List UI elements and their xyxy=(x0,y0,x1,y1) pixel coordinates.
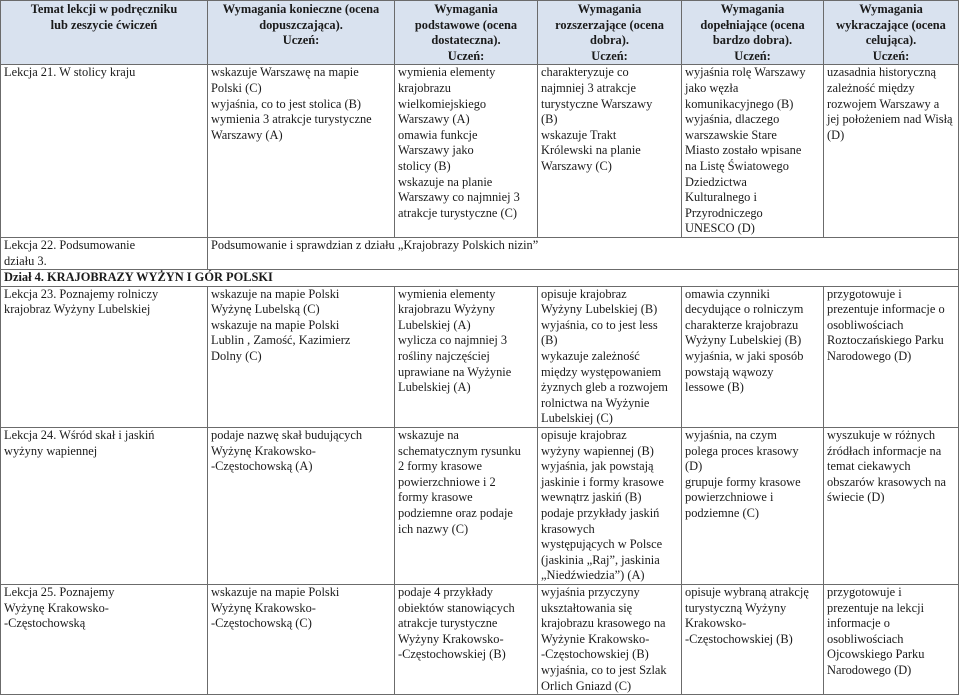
table-row xyxy=(1,237,959,269)
lesson-topic: Lekcja 25. Poznajemy Wyżynę Krakowsko- -Częstochowską xyxy=(1,584,208,694)
requirement-cell: wyjaśnia rolę Warszawy jako węzła komunikacyjnego (B) wyjaśnia, dlaczego warszawskie Stare Miasto zostało wpisane na Listę Światowego Dziedzictwa Kulturalnego i Przyrodniczego UNESCO (D) xyxy=(682,65,824,238)
requirement-cell: wymienia elementy krajobrazu wielkomiejskiego Warszawy (A) omawia funkcje Warszawy jako stolicy (B) wskazuje na planie Warszawy co najmniej 3 atrakcje turystyczne (C) xyxy=(395,65,538,238)
header-topic: Temat lekcji w podręczniku lub zeszycie ćwiczeń xyxy=(1,1,208,65)
lesson-topic: Lekcja 23. Poznajemy rolniczy krajobraz Wyżyny Lubelskiej xyxy=(1,286,208,427)
requirement-cell: przygotowuje i prezentuje na lekcji informacje o osobliwościach Ojcowskiego Parku Narodowego (D) xyxy=(824,584,959,694)
requirement-cell: omawia czynniki decydujące o rolniczym charakterze krajobrazu Wyżyny Lubelskiej (B) wyjaśnia, w jaki sposób powstają wąwozy lessowe (B) xyxy=(682,286,824,427)
lesson-topic: Lekcja 24. Wśród skał i jaskiń wyżyny wapiennej xyxy=(1,428,208,585)
requirement-cell: wskazuje na mapie Polski Wyżynę Krakowsko- -Częstochowską (C) xyxy=(208,584,395,694)
requirement-cell: przygotowuje i prezentuje informacje o osobliwościach Roztoczańskiego Parku Narodowego (D) xyxy=(824,286,959,427)
requirement-cell: opisuje wybraną atrakcję turystyczną Wyżyny Krakowsko- -Częstochowskiej (B) xyxy=(682,584,824,694)
requirement-cell: wyjaśnia, na czym polega proces krasowy (D) grupuje formy krasowe powierzchniowe i podziemne (C) xyxy=(682,428,824,585)
lesson-topic: Lekcja 21. W stolicy kraju xyxy=(1,65,208,238)
table-row xyxy=(1,65,959,238)
requirement-cell: podaje 4 przykłady obiektów stanowiących atrakcje turystyczne Wyżyny Krakowsko- -Częstochowskiej (B) xyxy=(395,584,538,694)
header-basic: Wymagania podstawowe (ocena dostateczna). Uczeń: xyxy=(395,1,538,65)
header-extended: Wymagania rozszerzające (ocena dobra). Uczeń: xyxy=(538,1,682,65)
lesson-topic: Lekcja 22. Podsumowanie działu 3. xyxy=(1,237,208,269)
table-row xyxy=(1,428,959,585)
header-complementary: Wymagania dopełniające (ocena bardzo dobra). Uczeń: xyxy=(682,1,824,65)
summary-cell: Podsumowanie i sprawdzian z działu „Krajobrazy Polskich nizin” xyxy=(208,237,959,269)
requirement-cell: wyjaśnia przyczyny ukształtowania się krajobrazu krasowego na Wyżynie Krakowsko- -Częstochowskiej (B) wyjaśnia, co to jest Szlak Orlich Gniazd (C) xyxy=(538,584,682,694)
requirement-cell: charakteryzuje co najmniej 3 atrakcje turystyczne Warszawy (B) wskazuje Trakt Królewski na planie Warszawy (C) xyxy=(538,65,682,238)
requirement-cell: wymienia elementy krajobrazu Wyżyny Lubelskiej (A) wylicza co najmniej 3 rośliny najczęściej uprawiane na Wyżynie Lubelskiej (A) xyxy=(395,286,538,427)
section-title: Dział 4. KRAJOBRAZY WYŻYN I GÓR POLSKI xyxy=(1,270,959,287)
table-row xyxy=(1,584,959,694)
requirement-cell: wskazuje na schematycznym rysunku 2 formy krasowe powierzchniowe i 2 formy krasowe podziemne oraz podaje ich nazwy (C) xyxy=(395,428,538,585)
header-required: Wymagania konieczne (ocena dopuszczająca). Uczeń: xyxy=(208,1,395,65)
table-header-row xyxy=(1,1,959,65)
requirement-cell: wyszukuje w różnych źródłach informacje na temat ciekawych obszarów krasowych na świecie (D) xyxy=(824,428,959,585)
header-exceeding: Wymagania wykraczające (ocena celująca). Uczeń: xyxy=(824,1,959,65)
table-row xyxy=(1,286,959,427)
requirement-cell: opisuje krajobraz Wyżyny Lubelskiej (B) wyjaśnia, co to jest less (B) wykazuje zależność między występowaniem żyznych gleb a rozwojem rolnictwa na Wyżynie Lubelskiej (C) xyxy=(538,286,682,427)
requirement-cell: uzasadnia historyczną zależność między rozwojem Warszawy a jej położeniem nad Wisłą (D) xyxy=(824,65,959,238)
requirement-cell: wskazuje na mapie Polski Wyżynę Lubelską (C) wskazuje na mapie Polski Lublin , Zamość, Kazimierz Dolny (C) xyxy=(208,286,395,427)
requirement-cell: podaje nazwę skał budujących Wyżynę Krakowsko- -Częstochowską (A) xyxy=(208,428,395,585)
section-row xyxy=(1,270,959,287)
requirement-cell: wskazuje Warszawę na mapie Polski (C) wyjaśnia, co to jest stolica (B) wymienia 3 atrakcje turystyczne Warszawy (A) xyxy=(208,65,395,238)
requirement-cell: opisuje krajobraz wyżyny wapiennej (B) wyjaśnia, jak powstają jaskinie i formy krasowe wewnątrz jaskiń (B) podaje przykłady jaskiń krasowych występujących w Polsce (jaskinia „Raj”, jaskinia „Niedźwiedzia”) (A) xyxy=(538,428,682,585)
